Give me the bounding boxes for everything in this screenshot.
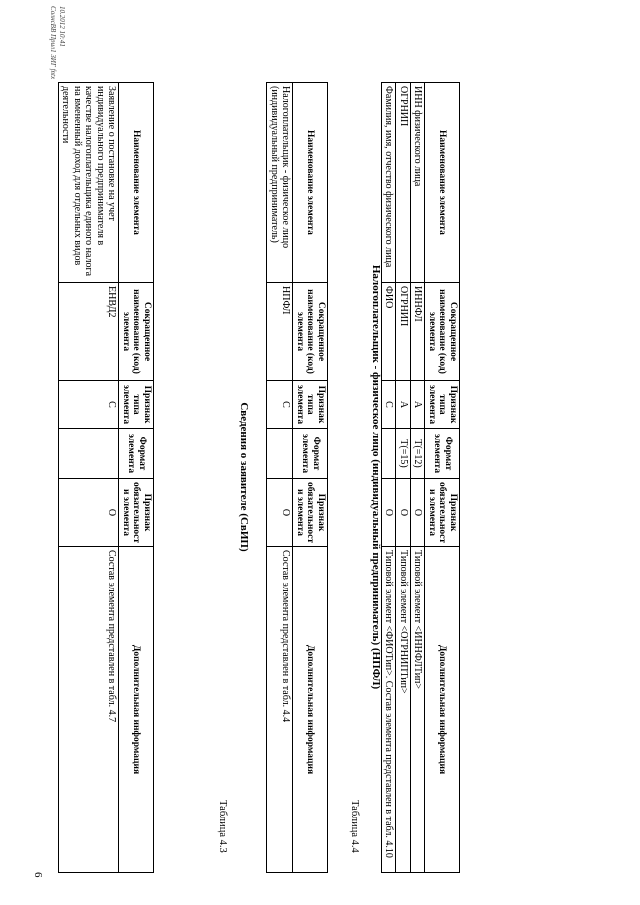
cell-name: Фамилия, имя, отчество физического лица: [382, 83, 397, 283]
header-type: Признак типа элемента: [119, 381, 154, 429]
header-required: Признак обязательности элемента: [425, 479, 460, 547]
cell-name: ОГРНИП: [396, 83, 411, 283]
header-code: Сокращенное наименование (код) элемента: [425, 283, 460, 381]
table-header-row: [293, 83, 328, 873]
section-title-npfl: Налогоплательщик - физическое лицо (индивидуальный предприниматель) (НПФЛ): [370, 264, 382, 690]
header-name: Наименование элемента: [293, 83, 328, 283]
header-required: Признак обязательности элемента: [119, 479, 154, 547]
cell-info: Типовой элемент <ФИОТип>. Состав элемента представлен в табл. 4.10: [382, 547, 397, 873]
cell-type: С: [59, 381, 120, 429]
header-type: Признак типа элемента: [425, 381, 460, 429]
cell-name: Заявление о постановке на учет индивидуального предпринимателя в качестве налогоплательщика единого налога на вмененный доход для отдельных видов деятельности: [59, 83, 120, 283]
table-caption-4-3: Таблица 4.3: [217, 800, 228, 853]
cell-format: [382, 429, 397, 479]
cell-format: [267, 429, 293, 479]
table-enbd2: [58, 82, 154, 873]
cell-format: Т(=15): [396, 429, 411, 479]
page-number: 6: [32, 872, 44, 878]
header-code: Сокращенное наименование (код) элемента: [119, 283, 154, 381]
cell-info: Состав элемента представлен в табл. 4.4: [267, 547, 293, 873]
header-name: Наименование элемента: [119, 83, 154, 283]
header-info: Дополнительная информация: [119, 547, 154, 873]
cell-name: Налогоплательщик - физическое лицо (индивидуальный предприниматель): [267, 83, 293, 283]
header-format: Формат элемента: [425, 429, 460, 479]
table-header-row: [119, 83, 154, 873]
header-type: Признак типа элемента: [293, 381, 328, 429]
cell-name: ИНН физического лица: [411, 83, 426, 283]
header-format: Формат элемента: [119, 429, 154, 479]
cell-required: О: [59, 479, 120, 547]
table-caption-4-4: Таблица 4.4: [349, 800, 360, 853]
table-row: [59, 83, 120, 873]
cell-code: ФИО: [382, 283, 397, 381]
cell-format: [59, 429, 120, 479]
table-svip: [267, 82, 329, 873]
table-row: [411, 83, 426, 873]
header-info: Дополнительная информация: [293, 547, 328, 873]
table-row: [382, 83, 397, 873]
cell-code: ИННФЛ: [411, 283, 426, 381]
cell-required: О: [411, 479, 426, 547]
cell-code: ОГРНИП: [396, 283, 411, 381]
table-header-row: [425, 83, 460, 873]
table-npfl: [381, 82, 460, 873]
section-title-svip: Сведения о заявителе (СвИП): [238, 402, 250, 552]
cell-type: С: [382, 381, 397, 429]
cell-code: ЕНВД2: [59, 283, 120, 381]
cell-info: Типовой элемент <ОГРНИПТип>: [396, 547, 411, 873]
footer-line-2: СолнсВВ Прил1 ЗИГ fntx: [49, 6, 57, 80]
cell-type: А: [411, 381, 426, 429]
cell-format: Т(=12): [411, 429, 426, 479]
cell-required: О: [396, 479, 411, 547]
header-format: Формат элемента: [293, 429, 328, 479]
cell-type: С: [267, 381, 293, 429]
cell-required: О: [382, 479, 397, 547]
cell-info: Состав элемента представлен в табл. 4.7: [59, 547, 120, 873]
cell-info: Типовой элемент <ИННФЛТип>: [411, 547, 426, 873]
header-info: Дополнительная информация: [425, 547, 460, 873]
cell-type: А: [396, 381, 411, 429]
table-row: [396, 83, 411, 873]
footer-line-1: 10.2012 10:41: [58, 6, 66, 47]
header-name: Наименование элемента: [425, 83, 460, 283]
table-row: [267, 83, 293, 873]
header-code: Сокращенное наименование (код) элемента: [293, 283, 328, 381]
header-required: Признак обязательности элемента: [293, 479, 328, 547]
cell-code: НПФЛ: [267, 283, 293, 381]
cell-required: О: [267, 479, 293, 547]
